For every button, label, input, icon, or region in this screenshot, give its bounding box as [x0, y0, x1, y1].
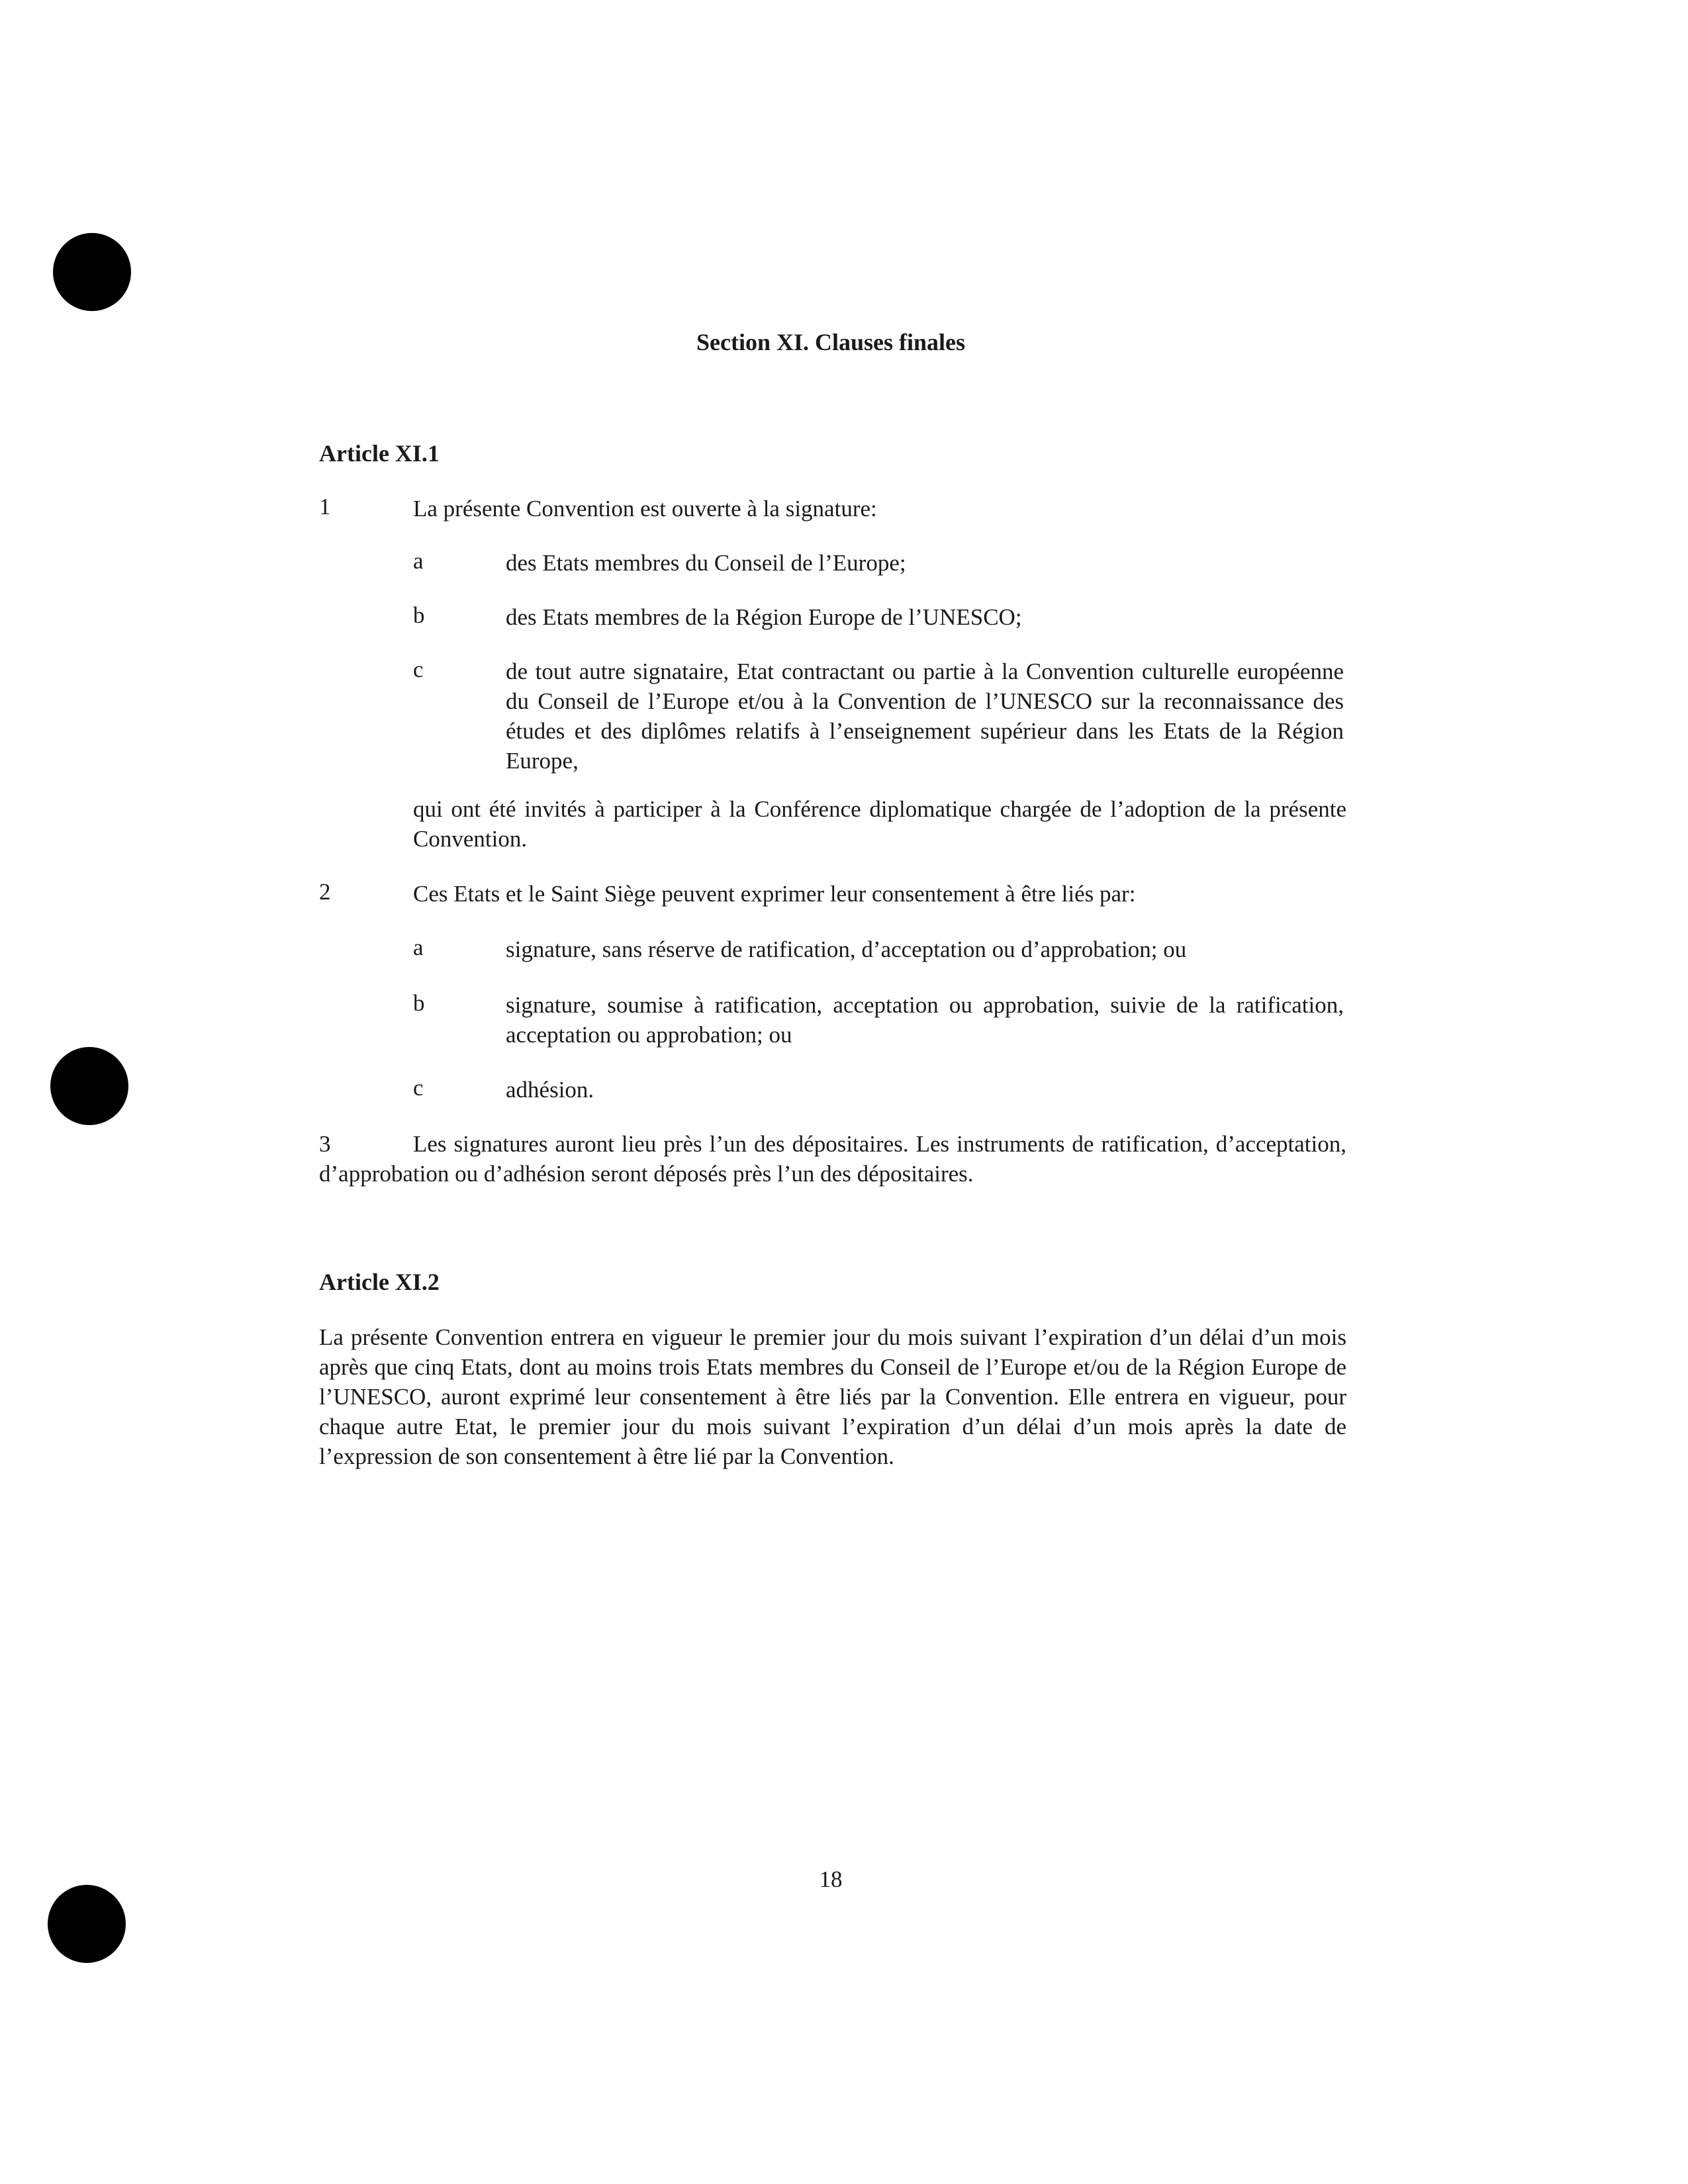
paragraph-text: La présente Convention est ouverte à la signature:: [413, 496, 877, 522]
item-text: de tout autre signataire, Etat contractant ou partie à la Convention culturelle européenne du Conseil de l’Europe et/ou à la Convention de l’UNESCO sur la reconnaissance des études et des diplômes relatifs à l’enseignement supérieur dans les Etats de la Région Europe,: [506, 659, 1344, 774]
paragraph-text: Ces Etats et le Saint Siège peuvent exprimer leur consentement à être liés par:: [413, 881, 1136, 907]
item-text: signature, soumise à ratification, acceptation ou approbation, suivie de la ratification, acceptation ou approbation; ou: [506, 992, 1344, 1048]
item-letter: c: [413, 1075, 424, 1101]
item-letter: a: [413, 548, 424, 574]
paragraph-number: 1: [319, 494, 331, 520]
item-text: des Etats membres de la Région Europe de l’UNESCO;: [506, 604, 1022, 630]
item-letter: a: [413, 934, 424, 960]
page-number: 18: [819, 1866, 843, 1892]
article-heading: Article XI.2: [319, 1269, 440, 1295]
paragraph-text: [319, 1129, 1346, 1189]
paragraph-number: 3: [319, 1131, 331, 1157]
paragraph-number: 2: [319, 879, 331, 905]
punch-hole: [53, 233, 131, 311]
item-letter: b: [413, 990, 425, 1016]
item-letter: c: [413, 657, 424, 682]
paragraph-closing: qui ont été invités à participer à la Conférence diplomatique chargée de l’adoption de la présente Convention.: [413, 796, 1346, 852]
item-text: adhésion.: [506, 1077, 594, 1103]
item-text: des Etats membres du Conseil de l’Europe;: [506, 550, 906, 576]
punch-hole: [48, 1885, 126, 1963]
article-body: La présente Convention entrera en vigueur le premier jour du mois suivant l’expiration d’un délai d’un mois après que cinq Etats, dont au moins trois Etats membres du Conseil de l’Europe et/ou de la Région Europe de l’UNESCO, auront exprimé leur consentement à être liés par la Convention. Elle entrera en vigueur, pour chaque autre Etat, le premier jour du mois suivant l’expiration d’un délai d’un mois après la date de l’expression de son consentement à être lié par la Convention.: [319, 1324, 1346, 1469]
article-heading: Article XI.1: [319, 440, 440, 467]
punch-hole: [50, 1047, 128, 1125]
item-text: signature, sans réserve de ratification, d’acceptation ou d’approbation; ou: [506, 936, 1187, 962]
item-letter: b: [413, 602, 425, 628]
paragraph-body: Les signatures auront lieu près l’un des dépositaires. Les instruments de ratification, d’acceptation, d’approbation ou d’adhésion seront déposés près l’un des dépositaires.: [319, 1131, 1346, 1187]
section-title: Section XI. Clauses finales: [696, 329, 966, 355]
